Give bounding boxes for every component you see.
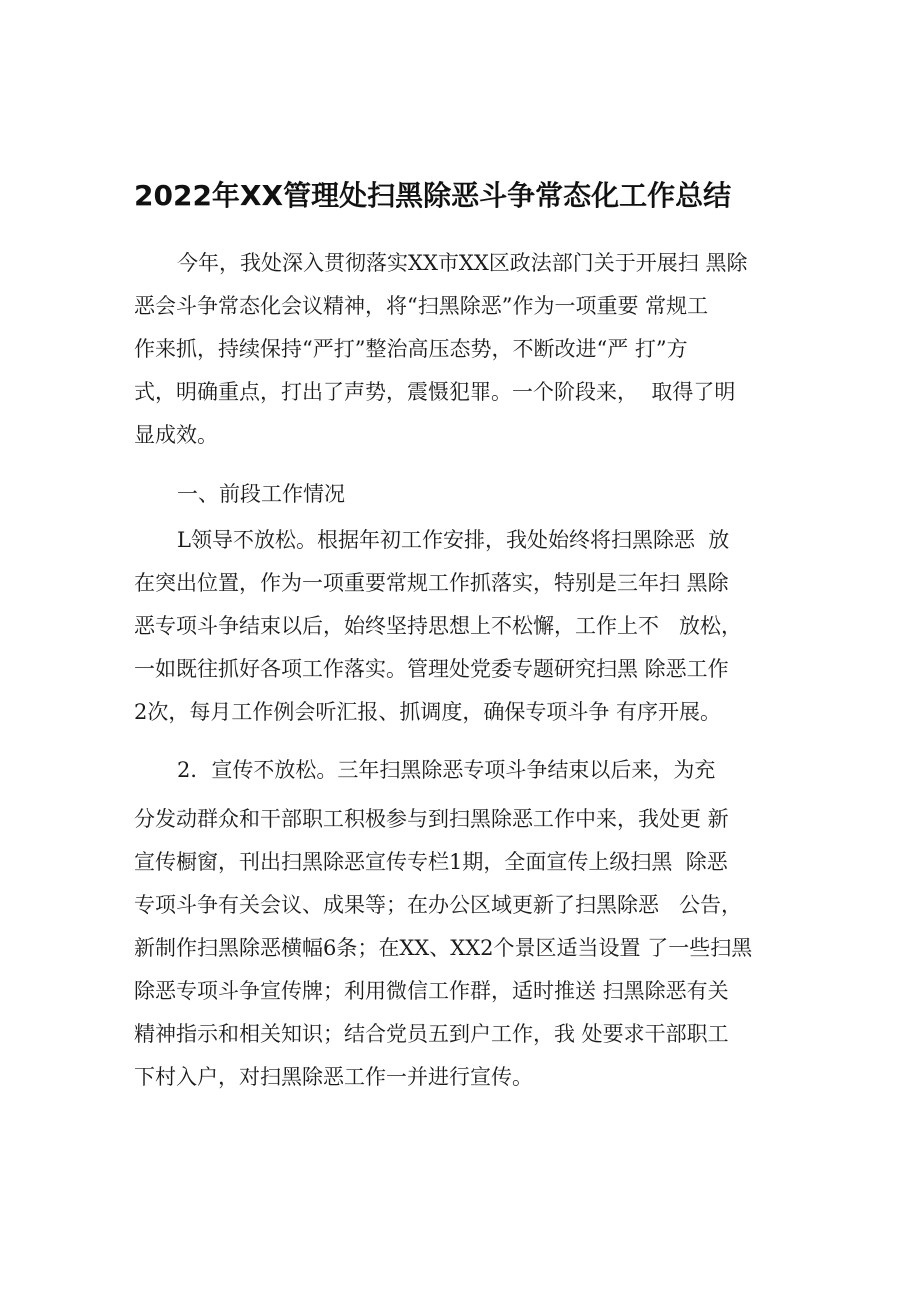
body-line-9: 恶专项斗争结束以后，始终坚持思想上不松懈，工作上不 放松，	[134, 614, 743, 638]
body-line-19: 下村入户，对扫黑除恶工作一并进行宣传。	[134, 1065, 533, 1089]
body-line-5: 显成效。	[134, 423, 218, 447]
body-line-7: L领导不放松。根据年初工作安排，我处始终将扫黑除恶 放	[177, 528, 730, 552]
body-line-14: 宣传橱窗，刊出扫黑除恶宣传专栏1期，全面宣传上级扫黑 除恶	[134, 850, 728, 874]
document-title: 2022年XX管理处扫黑除恶斗争常态化工作总结	[134, 179, 732, 212]
body-line-12: 2．宣传不放松。三年扫黑除恶专项斗争结束以后来，为充	[177, 758, 716, 782]
body-line-17: 除恶专项斗争宣传牌；利用微信工作群，适时推送 扫黑除恶有关	[134, 979, 729, 1003]
section-heading: 一、前段工作情况	[177, 482, 345, 506]
body-line-3: 作来抓，持续保持“严打”整治高压态势，不断改进“严 打”方	[134, 337, 688, 361]
body-line-15: 专项斗争有关会议、成果等；在办公区域更新了扫黑除恶 公告，	[134, 893, 743, 917]
body-line-13: 分发动群众和干部职工积极参与到扫黑除恶工作中来，我处更 新	[134, 807, 729, 831]
body-line-16: 新制作扫黑除恶横幅6条；在XX、XX2个景区适当设置 了一些扫黑	[134, 936, 753, 960]
body-line-2: 恶会斗争常态化会议精神，将“扫黑除恶”作为一项重要 常规工	[134, 294, 709, 318]
body-line-8: 在突出位置，作为一项重要常规工作抓落实，特别是三年扫 黑除	[134, 571, 729, 595]
body-line-11: 2次，每月工作例会听汇报、抓调度，确保专项斗争 有序开展。	[134, 700, 722, 724]
body-line-18: 精神指示和相关知识；结合党员五到户工作，我 处要求干部职工	[134, 1022, 729, 1046]
body-line-1: 今年，我处深入贯彻落实XX市XX区政法部门关于开展扫 黑除	[177, 251, 748, 275]
body-line-4: 式，明确重点，打出了声势，震慑犯罪。一个阶段来， 取得了明	[134, 380, 736, 404]
body-line-10: 一如既往抓好各项工作落实。管理处党委专题研究扫黑 除恶工作	[134, 657, 729, 681]
